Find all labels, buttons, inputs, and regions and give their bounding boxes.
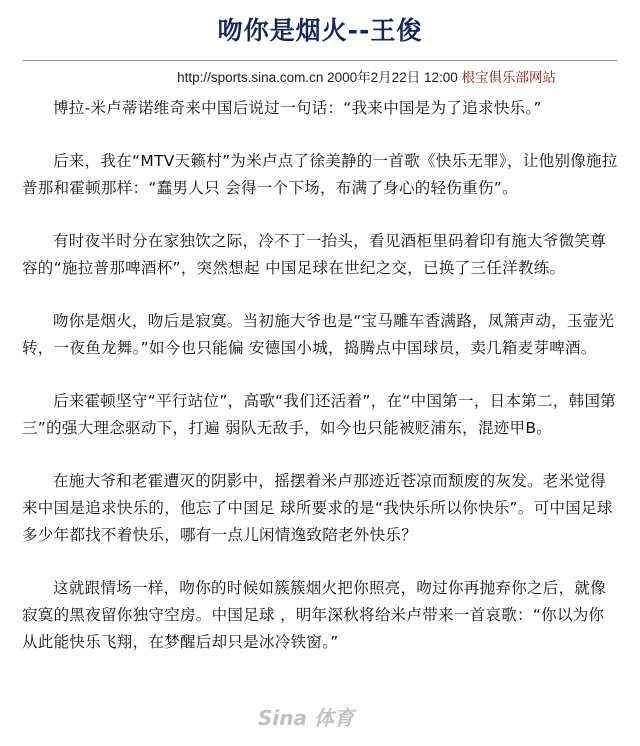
sina-watermark: Sina 体育 [258, 706, 354, 730]
article-meta [22, 69, 618, 87]
article-body [22, 95, 618, 656]
article-title: 吻你是烟火--王俊 [217, 16, 423, 45]
paragraph: 后来霍顿坚守“平行站位”，高歌“我们还活着”，在“中国第一，日本第二，韩国第三”的强大理念驱动下，打遍 弱队无敌手，如今也只能被贬浦东，混迹甲B。 [22, 392, 617, 437]
paragraph: 后来，我在“MTV天籁村”为米卢点了徐美静的一首歌《快乐无罪》，让他别像施拉普那和霍顿那样：“蠢男人只 会得一个下场，布满了身心的轻伤重伤”。 [22, 152, 618, 197]
source-link[interactable]: 根宝俱乐部网站 [461, 70, 556, 85]
paragraph: 博拉-米卢蒂诺维奇来中国后说过一句话：“我来中国是为了追求快乐。” [53, 99, 542, 117]
paragraph: 有时夜半时分在家独饮之际，冷不丁一抬头，看见酒柜里码着印有施大爷微笑尊容的“施拉普那啤酒杯”，突然想起 中国足球在世纪之交，已换了三任洋教练。 [22, 232, 607, 277]
paragraph: 在施大爷和老霍遭灭的阴影中，摇摆着米卢那迹近苍凉而颓废的灰发。老米觉得来中国是追求快乐的，他忘了中国足 球所要求的是“我快乐所以你快乐”。可中国足球多少年都找不着快乐，哪有一点儿闲情逸致陪老外快乐？ [22, 472, 613, 544]
paragraph: 吻你是烟火，吻后是寂寞。当初施大爷也是“宝马雕车香满路，凤箫声动，玉壶光转，一夜鱼龙舞。”如今也只能偏 安德国小城，捣腾点中国球员，卖几箱麦芽啤酒。 [22, 312, 615, 357]
title-divider [22, 60, 618, 61]
paragraph: 这就跟情场一样，吻你的时候如簇簇烟火把你照亮，吻过你再抛弃你之后，就像寂寞的黑夜留你独守空房。中国足球 ，明年深秋将给米卢带来一首哀歌：“你以为你从此能快乐飞翔，在梦醒后却只是冰冷铁窗。” [22, 579, 607, 651]
publish-date: 2000年2月22日 12:00 [327, 70, 458, 85]
source-url: http://sports.sina.com.cn [177, 70, 324, 85]
